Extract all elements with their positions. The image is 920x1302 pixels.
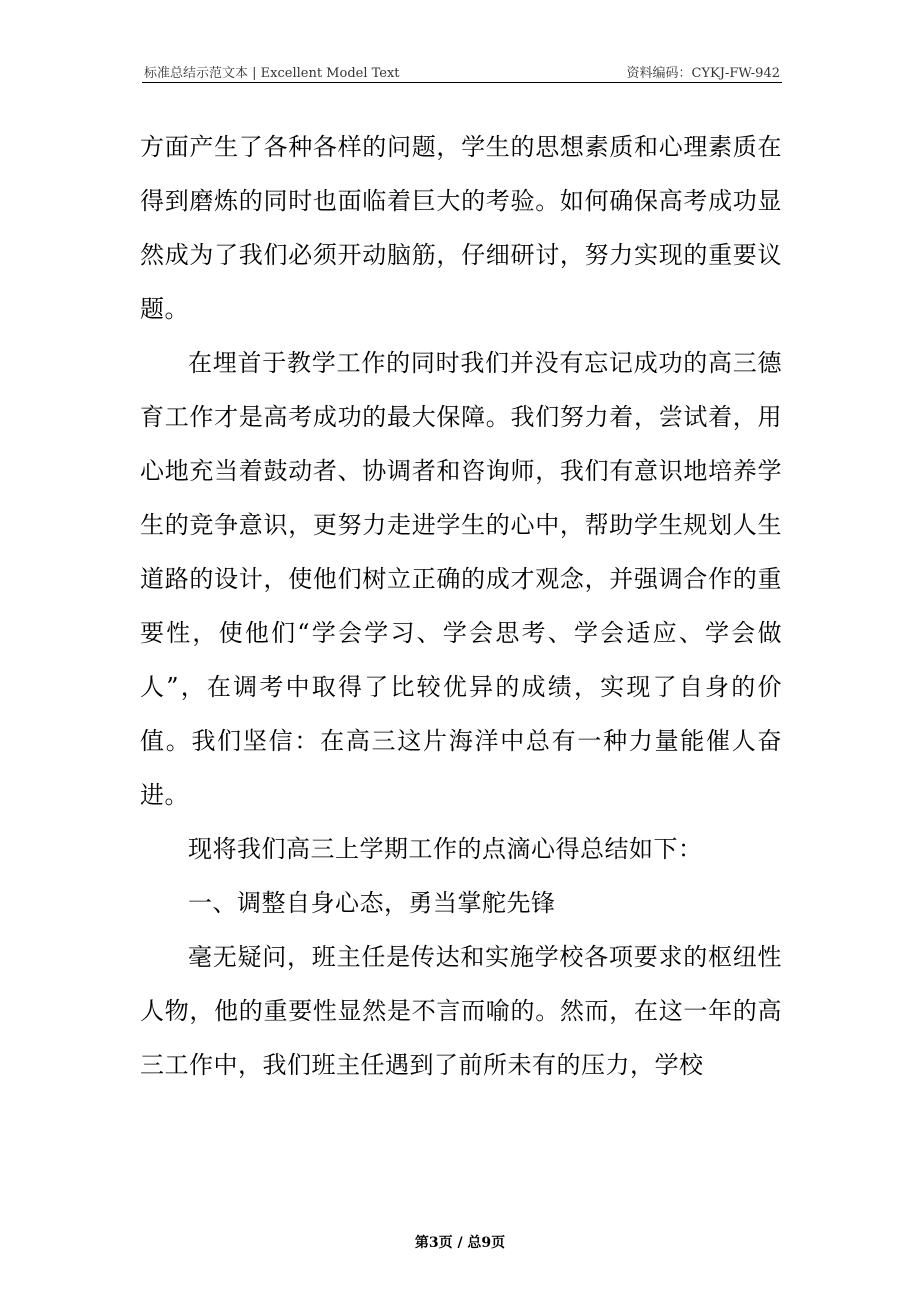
paragraph: 毫无疑问，班主任是传达和实施学校各项要求的枢纽性人物，他的重要性显然是不言而喻的。然而，在这一年的高三工作中，我们班主任遇到了前所未有的压力，学校 [140, 943, 782, 1079]
section-heading: 一、调整自身心态，勇当掌舵先锋 [188, 889, 556, 917]
header-title: 标准总结示范文本 | Excellent Model Text [144, 66, 400, 81]
document-body [140, 120, 782, 1092]
paragraph-continuation: 方面产生了各种各样的问题，学生的思想素质和心理素质在得到磨炼的同时也面临着巨大的考验。如何确保高考成功显然成为了我们必须开动脑筋，仔细研讨，努力实现的重要议题。 [140, 133, 782, 323]
paragraph: 在埋首于教学工作的同时我们并没有忘记成功的高三德育工作才是高考成功的最大保障。我们努力着，尝试着，用心地充当着鼓动者、协调者和咨询师，我们有意识地培养学生的竞争意识，更努力走进学生的心中，帮助学生规划人生道路的设计，使他们树立正确的成才观念，并强调合作的重要性，使他们“学会学习、学会思考、学会适应、学会做人”，在调考中取得了比较优异的成绩，实现了自身的价值。我们坚信：在高三这片海洋中总有一种力量能催人奋进。 [140, 349, 782, 809]
page-number: 第3页 / 总9页 [414, 1235, 506, 1251]
paragraph: 现将我们高三上学期工作的点滴心得总结如下： [188, 835, 703, 863]
document-code: 资料编码：CYKJ-FW-942 [626, 66, 780, 81]
page-header [142, 56, 782, 83]
